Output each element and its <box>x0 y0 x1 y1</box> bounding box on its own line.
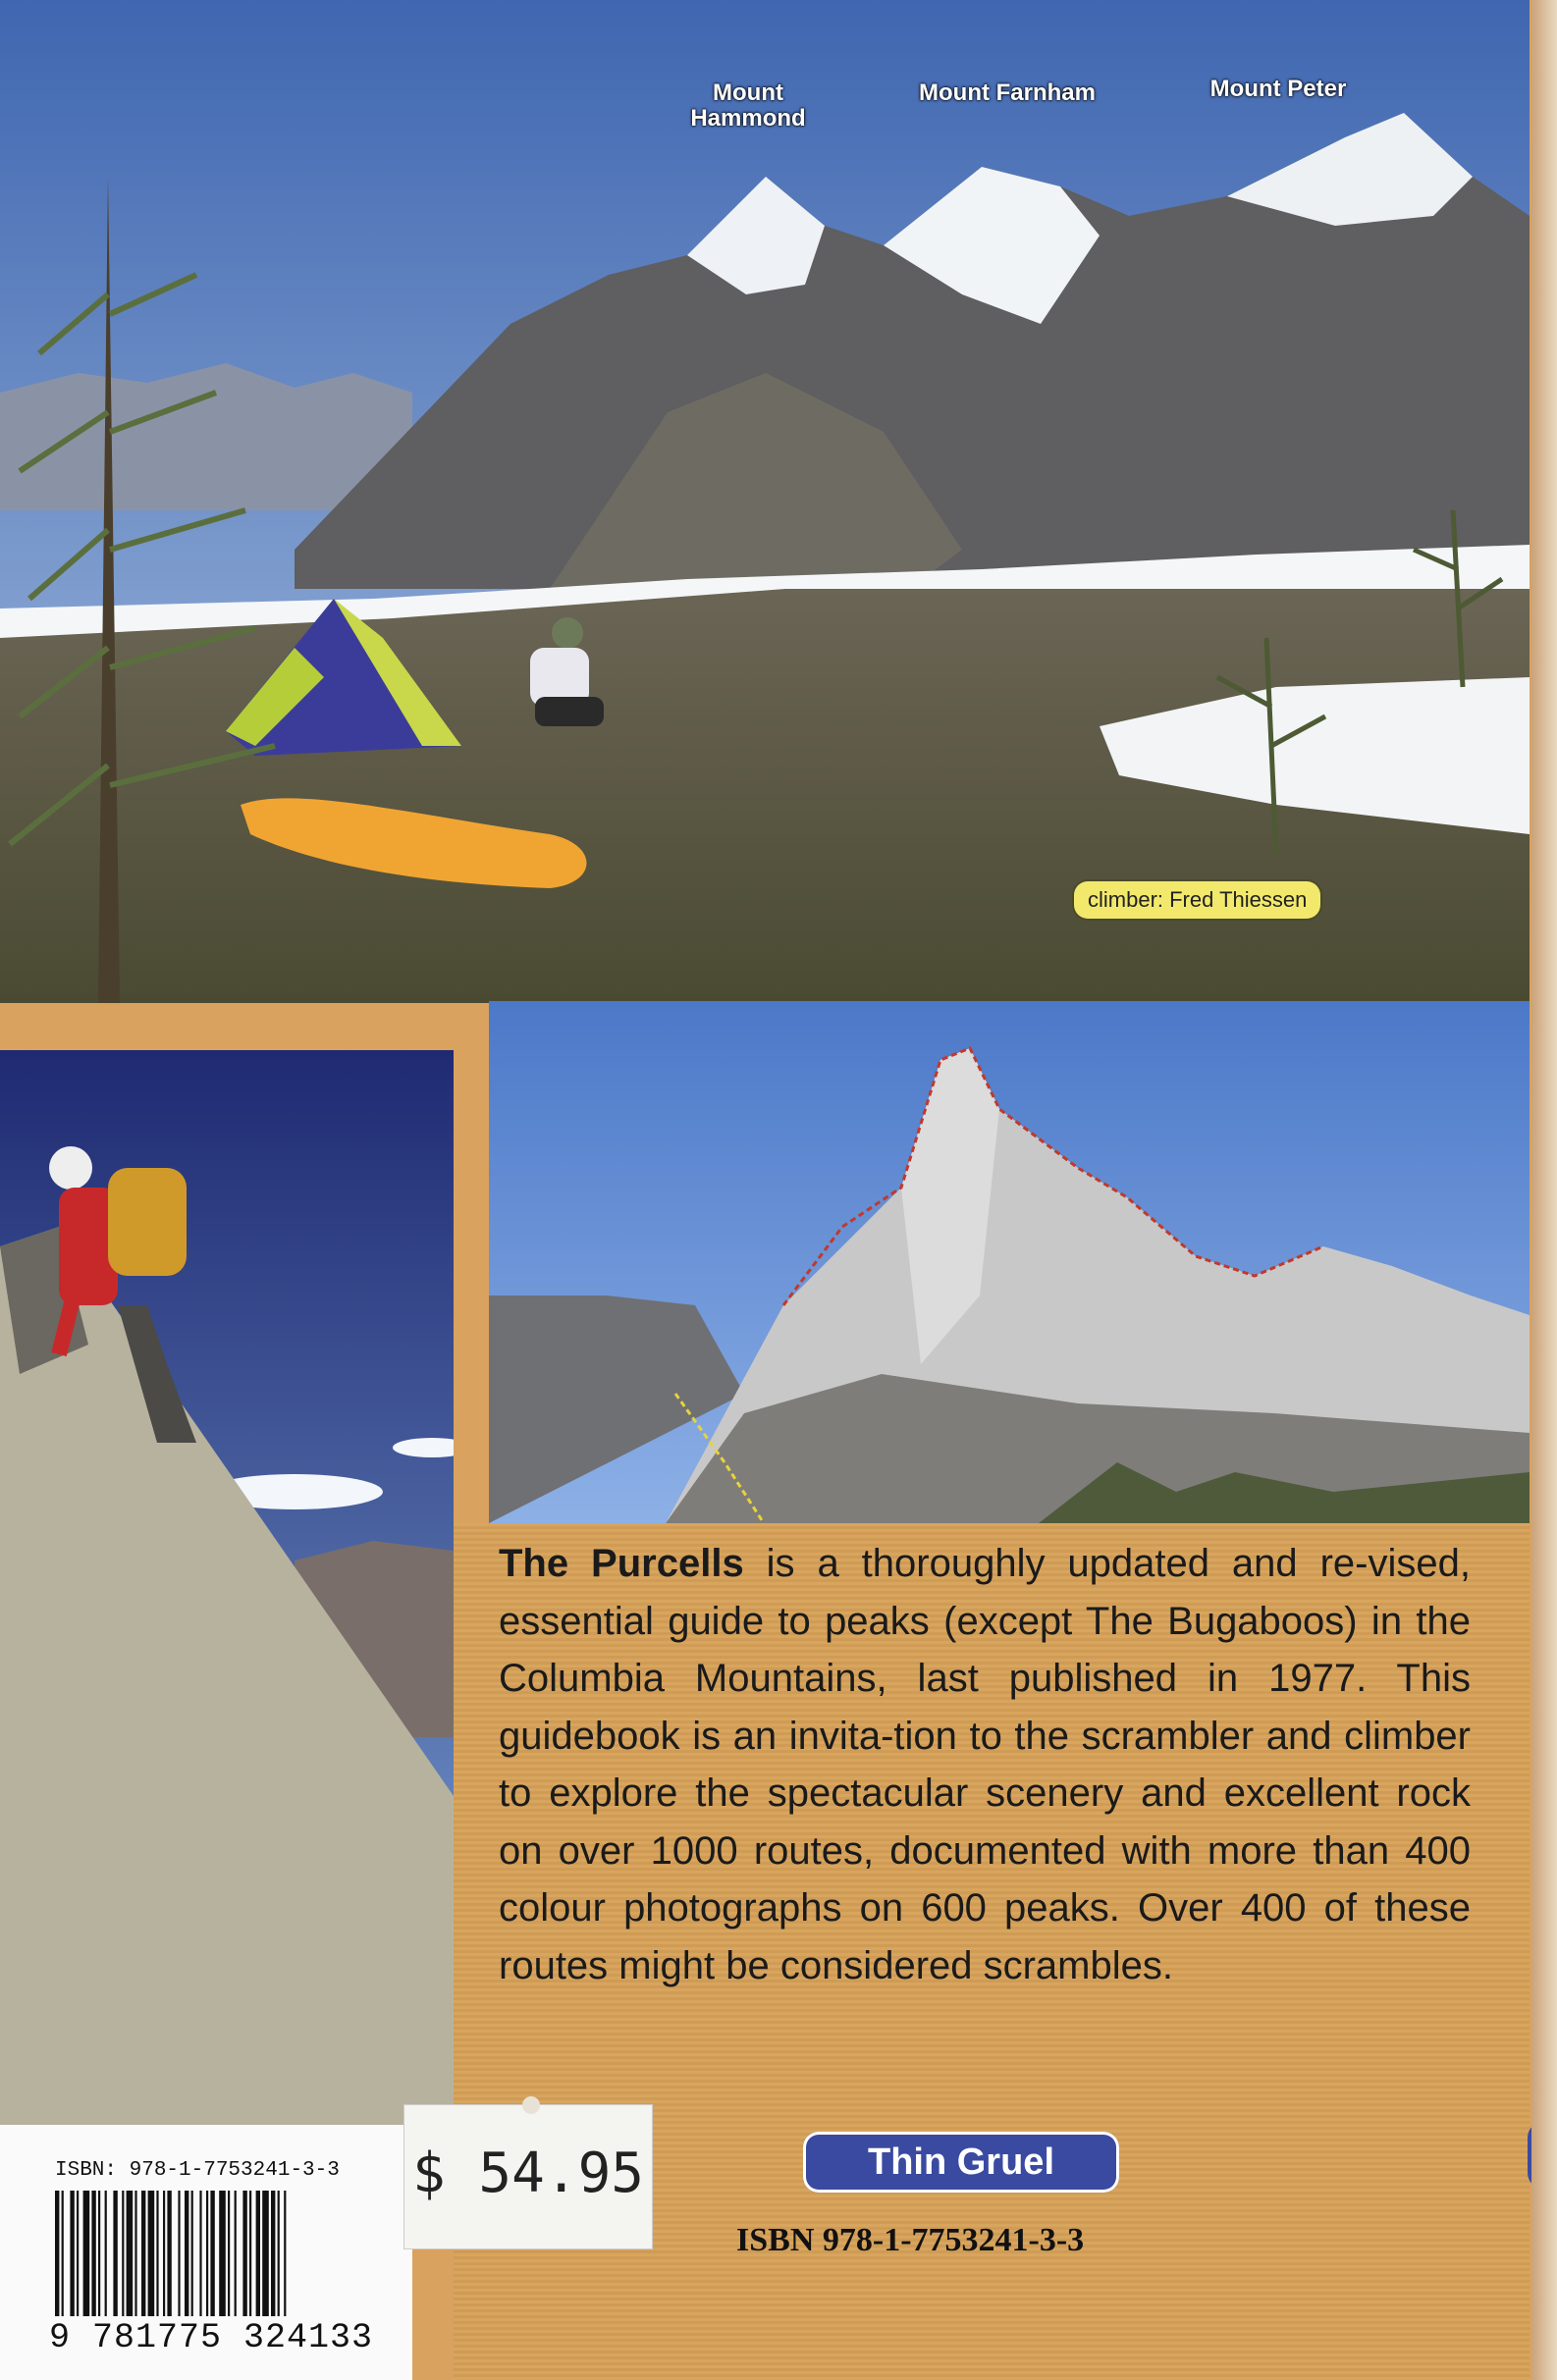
granite-peak-photo <box>489 1001 1530 1523</box>
barcode-stripe <box>70 2191 74 2316</box>
barcode-stripe <box>134 2191 136 2316</box>
photo-credit: climber: Fred Thiessen <box>1074 881 1320 919</box>
sticker-notch <box>522 2096 540 2114</box>
publisher-badge: Thin Gruel <box>803 2132 1119 2193</box>
barcode-stripe <box>219 2191 226 2316</box>
isbn-text: ISBN 978-1-7753241-3-3 <box>736 2222 1085 2258</box>
barcode-stripe <box>210 2191 214 2316</box>
barcode-stripe <box>191 2191 193 2316</box>
barcode-stripe <box>156 2191 158 2316</box>
barcode-isbn-label: ISBN: 978-1-7753241-3-3 <box>55 2159 340 2182</box>
barcode-stripe <box>163 2191 165 2316</box>
peak-label-hammond: Mount Hammond <box>690 79 806 132</box>
barcode-stripe <box>185 2191 188 2316</box>
barcode-stripe <box>262 2191 269 2316</box>
barcode-stripe <box>77 2191 79 2316</box>
barcode-stripe <box>127 2191 134 2316</box>
book-spine-edge <box>1531 0 1557 2380</box>
barcode-stripe <box>83 2191 90 2316</box>
barcode-stripe <box>62 2191 64 2316</box>
barcode-stripe <box>271 2191 275 2316</box>
price-label: $ 54.95 <box>412 2142 645 2205</box>
peak-label-farnham: Mount Farnham <box>919 79 1096 106</box>
barcode-stripe <box>98 2191 100 2316</box>
barcode-stripe <box>105 2191 107 2316</box>
barcode-stripe <box>228 2191 230 2316</box>
barcode-digits: 9 781775 324133 <box>49 2318 374 2357</box>
barcode-stripe <box>178 2191 180 2316</box>
barcode-stripe <box>55 2191 59 2316</box>
barcode-stripe <box>249 2191 251 2316</box>
barcode-stripe <box>256 2191 260 2316</box>
barcode-stripe <box>284 2191 286 2316</box>
peak-label-peter: Mount Peter <box>1209 76 1347 102</box>
description-body: is a thoroughly updated and re-vised, essential guide to peaks (except The Bugaboos) in the Columbia Mountains, last published in 1977. This guidebook is an invita-tion to the scrambler and climber to explore the spectacular scenery and excellent rock on over 1000 routes, documented with more than 400 colour photographs on 600 peaks. Over 400 of these routes might be considered scrambles. <box>499 1542 1471 1987</box>
barcode-stripe <box>113 2191 117 2316</box>
barcode-stripe <box>91 2191 95 2316</box>
barcode-stripe <box>167 2191 171 2316</box>
barcode-bars <box>55 2191 389 2316</box>
barcode-stripe <box>141 2191 145 2316</box>
barcode-stripe <box>199 2191 201 2316</box>
book-description <box>499 1535 1471 1994</box>
barcode-stripe <box>122 2191 124 2316</box>
book-title: The Purcells <box>499 1542 744 1585</box>
barcode-stripe <box>242 2191 246 2316</box>
barcode-stripe <box>278 2191 280 2316</box>
barcode-stripe <box>235 2191 237 2316</box>
barcode-stripe <box>148 2191 155 2316</box>
barcode-stripe <box>206 2191 208 2316</box>
climber-photo <box>0 1050 454 2130</box>
mountain-camp-photo <box>0 0 1530 1003</box>
